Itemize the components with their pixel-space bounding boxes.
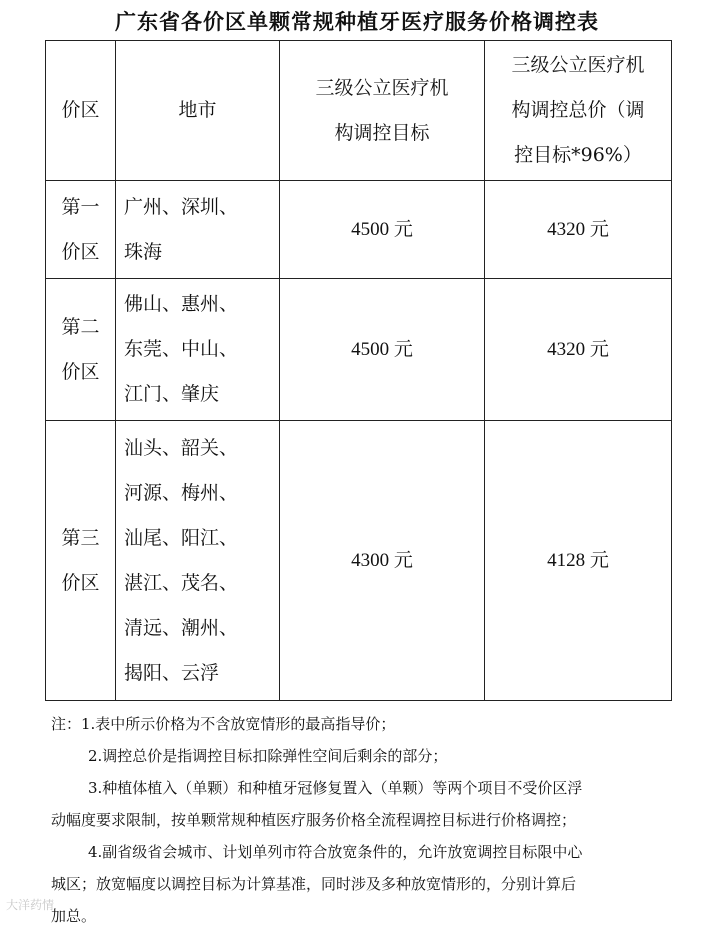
table-row <box>46 421 672 701</box>
region-cell <box>46 279 116 421</box>
cities-cell <box>116 181 280 279</box>
region-cell <box>46 181 116 279</box>
region-line: 价区 <box>61 571 100 594</box>
total-price-cell: 4320 元 <box>485 279 672 421</box>
region-line: 第三 <box>61 526 100 549</box>
notes-section <box>45 708 675 932</box>
header-total-line: 控目标*96%） <box>514 144 642 166</box>
city-line: 清远、潮州、 <box>124 616 239 639</box>
city-line: 湛江、茂名、 <box>124 571 239 594</box>
city-line: 河源、梅州、 <box>124 481 239 504</box>
header-target-line: 三级公立医疗机 <box>315 76 449 99</box>
city-line: 揭阳、云浮 <box>124 661 220 684</box>
note-line: 3.种植体植入（单颗）和种植牙冠修复置入（单颗）等两个项目不受价区浮 <box>88 779 583 797</box>
cities-cell <box>116 421 280 701</box>
total-price-cell: 4320 元 <box>485 181 672 279</box>
table-row <box>46 279 672 421</box>
city-line: 佛山、惠州、 <box>124 293 239 315</box>
header-region: 价区 <box>46 41 116 181</box>
header-total-line: 构调控总价（调 <box>511 99 645 121</box>
note-line: 城区；放宽幅度以调控目标为计算基准，同时涉及多种放宽情形的，分别计算后 <box>51 875 577 893</box>
page-title: 广东省各价区单颗常规种植牙医疗服务价格调控表 <box>115 10 599 34</box>
total-price-cell: 4128 元 <box>485 421 672 701</box>
header-target <box>280 41 485 181</box>
note-line: 注：1.表中所示价格为不含放宽情形的最高指导价； <box>51 715 396 733</box>
header-cities: 地市 <box>116 41 280 181</box>
region-line: 第二 <box>61 315 100 338</box>
city-line: 珠海 <box>124 240 163 263</box>
note-line: 2.调控总价是指调控目标扣除弹性空间后剩余的部分； <box>88 747 448 765</box>
region-cell <box>46 421 116 701</box>
city-line: 汕头、韶关、 <box>124 436 239 459</box>
note-line: 加总。 <box>51 907 97 925</box>
target-price-cell: 4500 元 <box>280 279 485 421</box>
note-line: 4.副省级省会城市、计划单列市符合放宽条件的，允许放宽调控目标限中心 <box>88 843 583 861</box>
price-table <box>45 40 672 701</box>
cities-cell <box>116 279 280 421</box>
region-line: 第一 <box>61 195 100 218</box>
header-total-line: 三级公立医疗机 <box>511 54 645 76</box>
region-line: 价区 <box>61 240 100 263</box>
table-row <box>46 181 672 279</box>
table-header-row <box>46 41 672 181</box>
header-total <box>485 41 672 181</box>
city-line: 广州、深圳、 <box>124 195 239 218</box>
watermark: 大洋药情 <box>6 898 55 912</box>
target-price-cell: 4300 元 <box>280 421 485 701</box>
target-price-cell: 4500 元 <box>280 181 485 279</box>
city-line: 东莞、中山、 <box>124 338 239 360</box>
region-line: 价区 <box>61 360 100 383</box>
city-line: 江门、肇庆 <box>124 383 220 405</box>
header-target-line: 构调控目标 <box>334 121 430 144</box>
city-line: 汕尾、阳江、 <box>124 526 239 549</box>
note-line: 动幅度要求限制，按单颗常规种植医疗服务价格全流程调控目标进行价格调控； <box>51 811 577 829</box>
